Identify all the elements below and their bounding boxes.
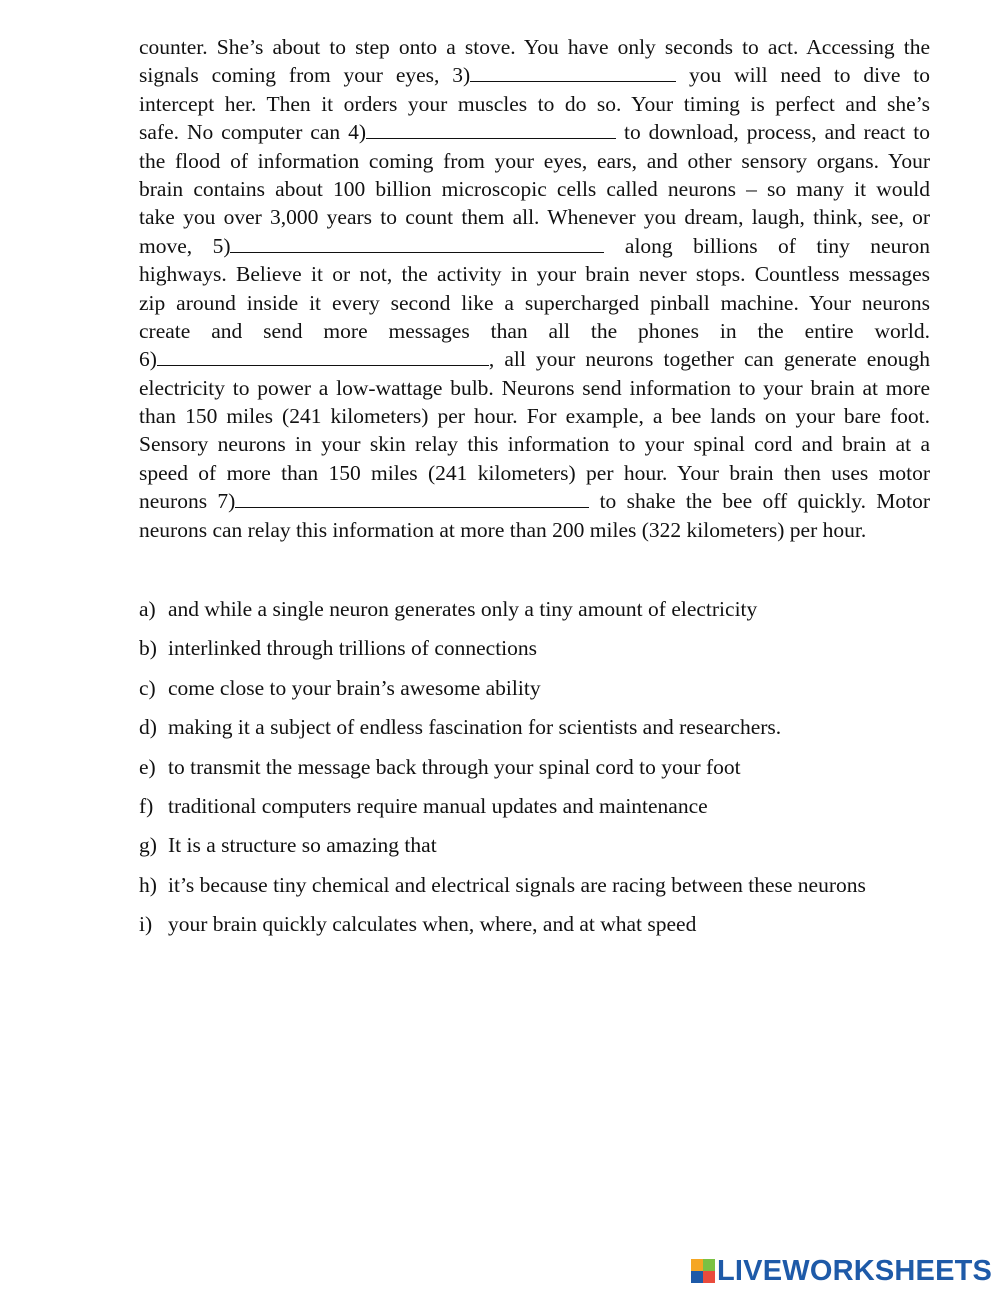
option-g: g) It is a structure so amazing that bbox=[139, 833, 437, 858]
logo-block bbox=[703, 1259, 715, 1271]
option-h: h) it’s because tiny chemical and electrical signals are racing between these neurons bbox=[139, 872, 866, 897]
liveworksheets-logo bbox=[691, 1256, 992, 1286]
blank-7-input[interactable] bbox=[235, 487, 589, 508]
passage-line: neurons can relay this information at more than 200 miles (322 kilometers) per hour. bbox=[139, 517, 867, 542]
passage-line: Sensory neurons in your skin relay this information to your spinal cord and brain at a bbox=[139, 432, 930, 457]
option-i: i) your brain quickly calculates when, where, and at what speed bbox=[139, 912, 697, 937]
option-d: d) making it a subject of endless fascination for scientists and researchers. bbox=[139, 715, 782, 740]
answer-options-list bbox=[139, 594, 939, 949]
blank-4-input[interactable] bbox=[366, 118, 616, 139]
option-a: a) and while a single neuron generates only a tiny amount of electricity bbox=[139, 597, 758, 621]
passage-line: intercept her. Then it orders your muscles to do so. Your timing is perfect and she’s bbox=[139, 91, 930, 116]
logo-block bbox=[691, 1271, 703, 1283]
passage-line: than 150 miles (241 kilometers) per hour. For example, a bee lands on your bare foot. bbox=[139, 404, 930, 429]
passage-line: safe. No computer can 4) to download, process, and react to bbox=[139, 120, 930, 145]
logo-block bbox=[703, 1271, 715, 1283]
option-f: f) traditional computers require manual updates and maintenance bbox=[139, 793, 708, 818]
blank-5-input[interactable] bbox=[230, 232, 604, 253]
logo-block bbox=[691, 1259, 703, 1271]
logo-text: LIVEWORKSHEETS bbox=[717, 1254, 993, 1287]
blank-3-input[interactable] bbox=[470, 61, 676, 82]
passage-line: neurons 7) to shake the bee off quickly. Motor bbox=[139, 489, 930, 514]
liveworksheets-logo-icon bbox=[691, 1259, 715, 1283]
passage-line: signals coming from your eyes, 3) you will need to dive to bbox=[139, 63, 930, 88]
passage-line: zip around inside it every second like a supercharged pinball machine. Your neurons bbox=[139, 290, 930, 315]
passage-line: create and send more messages than all the phones in the entire world. bbox=[139, 318, 930, 343]
reading-passage bbox=[139, 33, 930, 544]
option-b: b) interlinked through trillions of connections bbox=[139, 636, 538, 661]
passage-line: counter. She’s about to step onto a stove. You have only seconds to act. Accessing the bbox=[139, 35, 930, 59]
passage-line: 6) , all your neurons together can generate enough bbox=[139, 347, 930, 372]
passage-line: the flood of information coming from your eyes, ears, and other sensory organs. Your bbox=[139, 148, 930, 173]
blank-6-input[interactable] bbox=[157, 345, 489, 366]
passage-line: electricity to power a low-wattage bulb. Neurons send information to your brain at more bbox=[139, 375, 930, 400]
passage-line: take you over 3,000 years to count them all. Whenever you dream, laugh, think, see, or bbox=[139, 205, 930, 230]
passage-line: move, 5) along billions of tiny neuron bbox=[139, 233, 930, 258]
passage-line: brain contains about 100 billion microscopic cells called neurons – so many it would bbox=[139, 176, 930, 201]
option-c: c) come close to your brain’s awesome ability bbox=[139, 675, 541, 700]
passage-line: highways. Believe it or not, the activity in your brain never stops. Countless messages bbox=[139, 262, 930, 287]
option-e: e) to transmit the message back through your spinal cord to your foot bbox=[139, 754, 741, 779]
passage-line: speed of more than 150 miles (241 kilometers) per hour. Your brain then uses motor bbox=[139, 460, 930, 485]
